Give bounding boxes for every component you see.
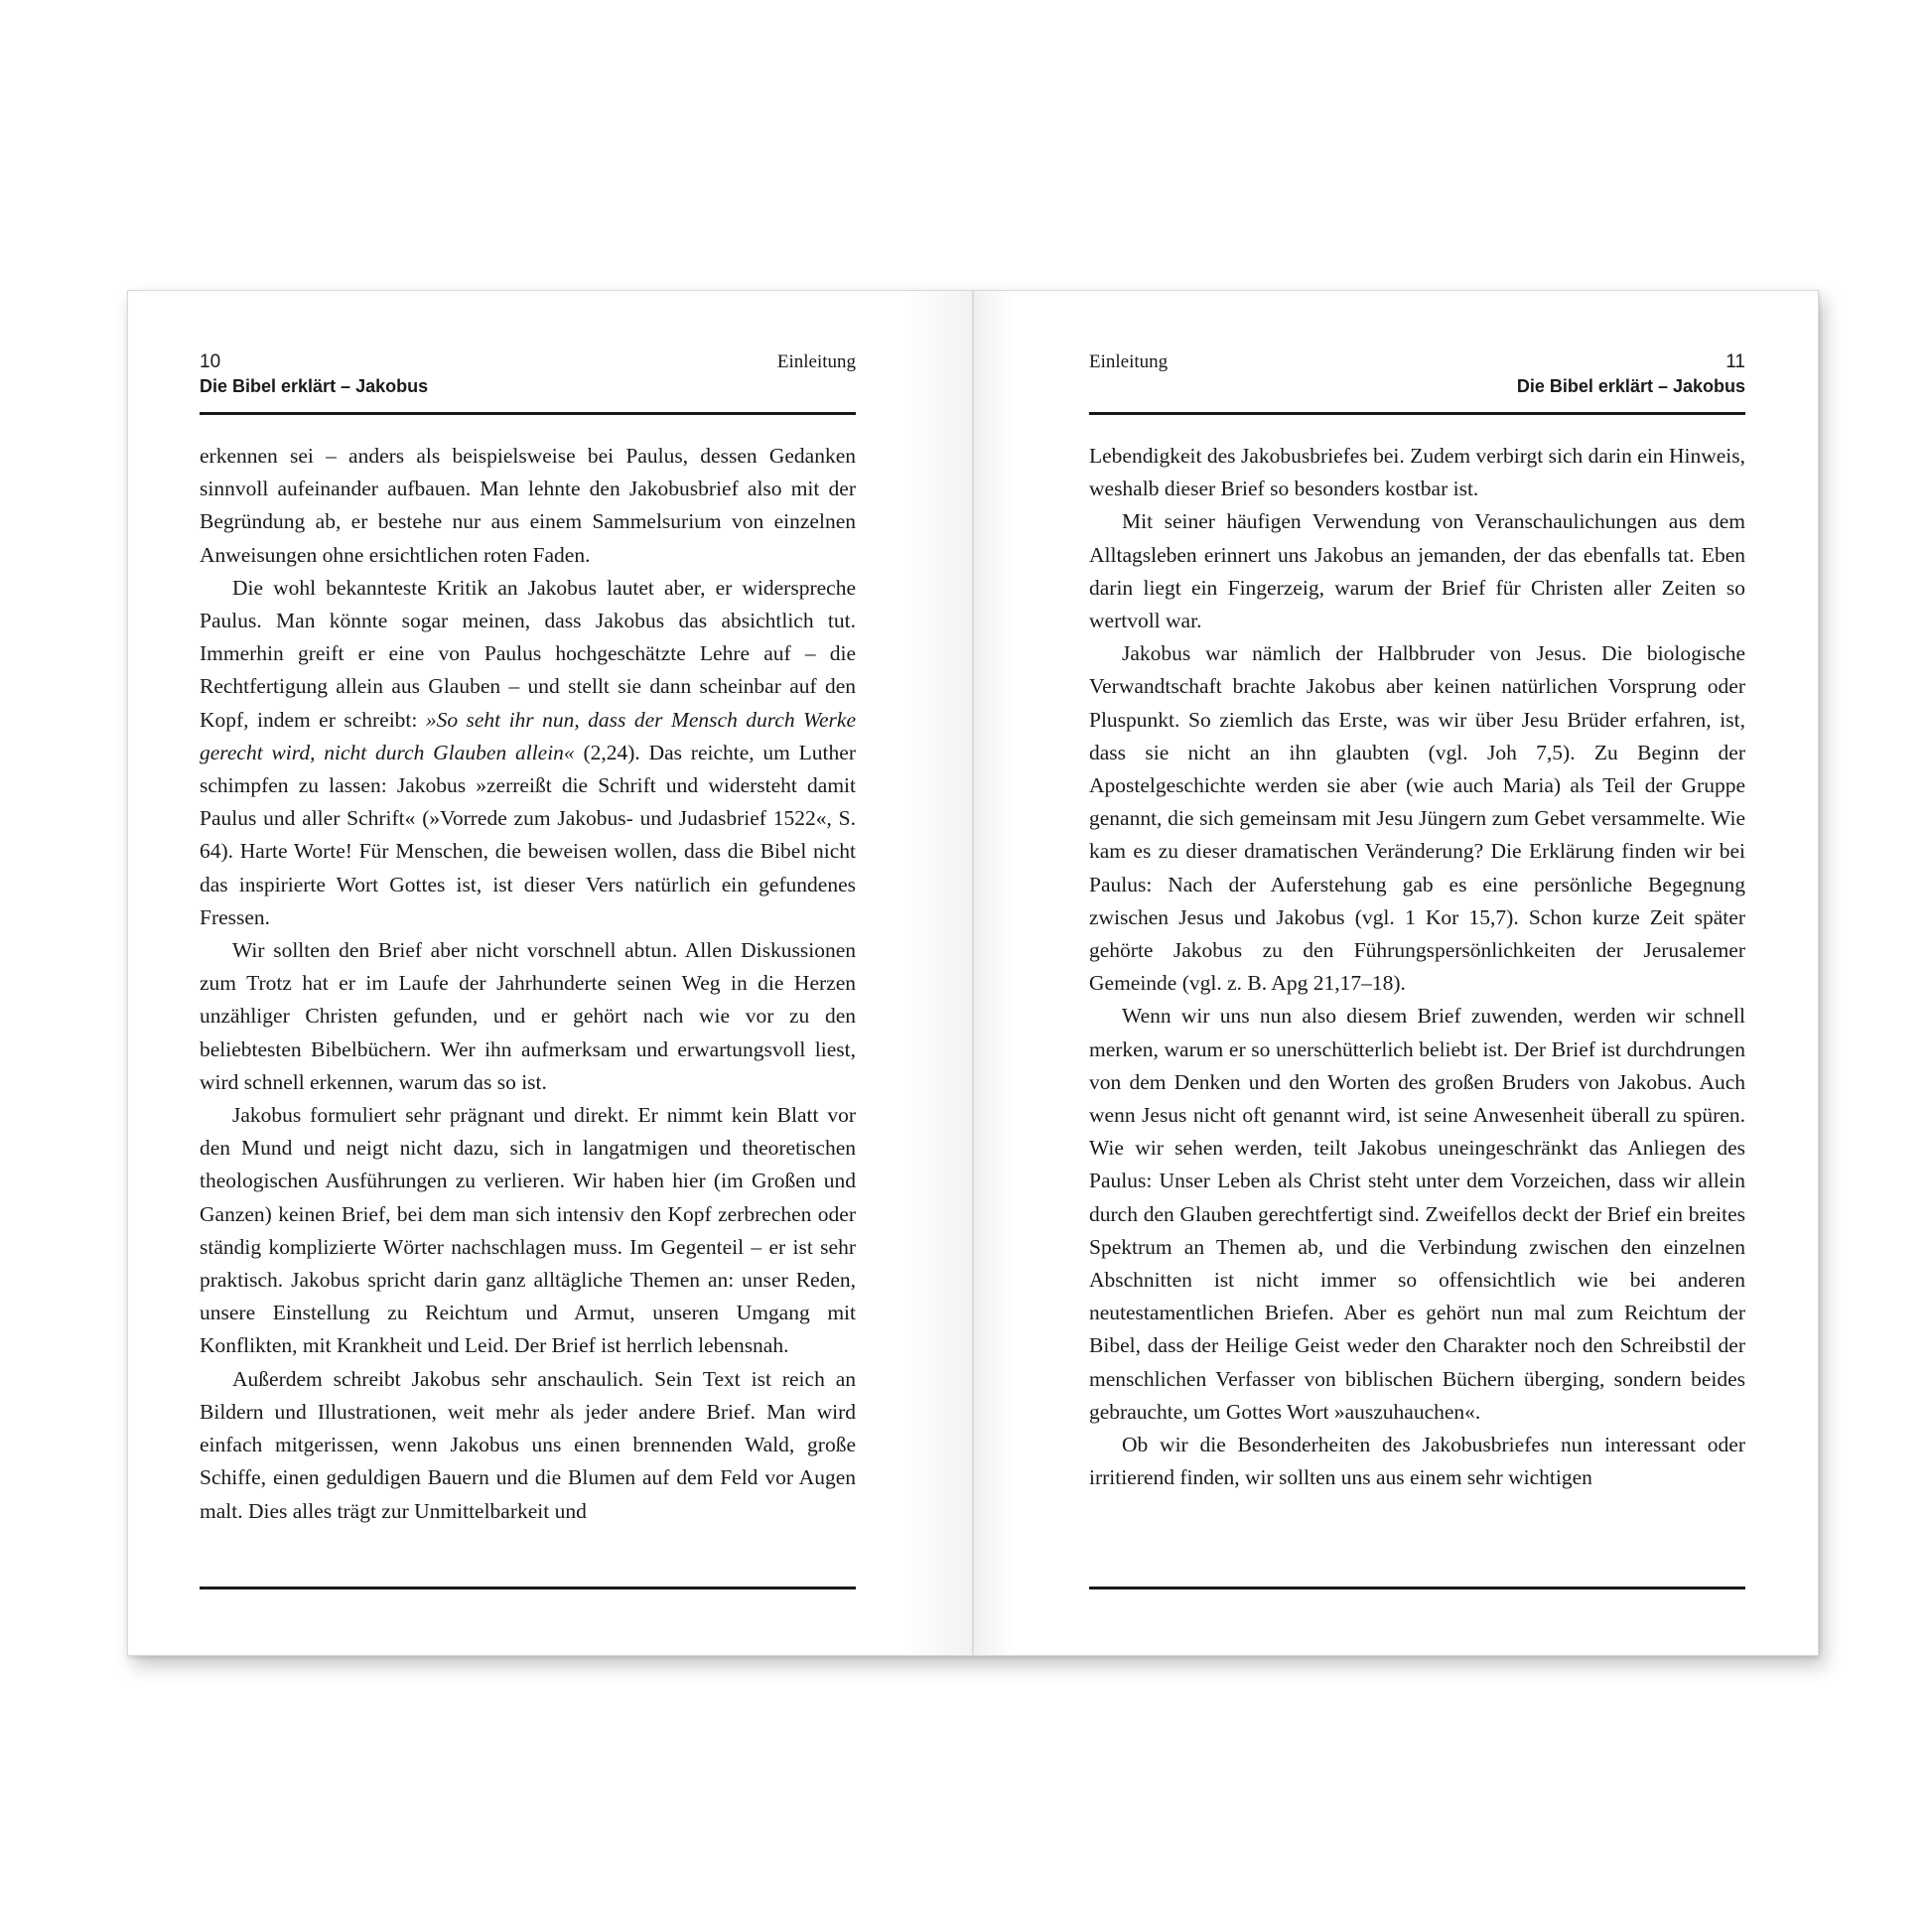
footer-rule	[1089, 1587, 1745, 1589]
page-number: 11	[1725, 351, 1745, 372]
paragraph: Außerdem schreibt Jakobus sehr anschaulich. Sein Text ist reich an Bildern und Illustrationen, weit mehr als jeder andere Brief. Man wird einfach mitgerissen, wenn Jakobus uns einen brennenden Wald, große Schiffe, einen geduldigen Bauern und die Blumen auf dem Feld vor Augen malt. Dies alles trägt zur Unmittelbarkeit und	[200, 1366, 856, 1523]
paragraph: Wir sollten den Brief aber nicht vorschnell abtun. Allen Diskussionen zum Trotz hat er im Laufe der Jahrhunderte seinen Weg in die Herzen unzähliger Christen gefunden, und er gehört nach wie vor zu den beliebtesten Bibelbüchern. Wer ihn aufmerksam und erwartungsvoll liest, wird schnell erkennen, warum das so ist.	[200, 938, 856, 1094]
paragraph: Jakobus formuliert sehr prägnant und direkt. Er nimmt kein Blatt vor den Mund und neigt nicht dazu, sich in langatmigen und theoretischen theologischen Ausführungen zu verlieren. Wir haben hier (im Großen und Ganzen) keinen Brief, bei dem man sich intensiv den Kopf zerbrechen oder ständig komplizierte Wörter nachschlagen muss. Im Gegenteil – er ist sehr praktisch. Jakobus spricht darin ganz alltägliche Themen an: unser Reden, unsere Einstellung zu Reichtum und Armut, unseren Umgang mit Konflikten, mit Krankheit und Leid. Der Brief ist herrlich lebensnah.	[200, 1103, 856, 1358]
left-page	[200, 291, 856, 1655]
header-rule	[1089, 412, 1745, 415]
paragraph: Wenn wir uns nun also diesem Brief zuwenden, werden wir schnell merken, warum er so unerschütterlich beliebt ist. Der Brief ist durchdrungen von dem Denken und den Worten des großen Bruders von Jakobus. Auch wenn Jesus nicht oft genannt wird, ist seine Anwesenheit überall zu spüren. Wie wir sehen werden, teilt Jakobus uneingeschränkt das Anliegen des Paulus: Unser Leben als Christ steht unter dem Vorzeichen, dass wir allein durch den Glauben gerechtfertigt sind. Zweifellos deckt der Brief ein breites Spektrum an Themen ab, und die Verbindung zwischen den einzelnen Abschnitten ist nicht immer so offensichtlich wie bei anderen neutestamentlichen Briefen. Aber es gehört nun mal zum Reichtum der Bibel, dass der Heilige Geist weder den Charakter noch den Schreibstil der menschlichen Verfasser von biblischen Büchern überging, sondern beides gebrauchte, um Gottes Wort »auszuhauchen«.	[1089, 1004, 1745, 1424]
right-page	[1089, 291, 1745, 1655]
running-book-title: Die Bibel erklärt – Jakobus	[1516, 376, 1745, 396]
paragraph: Jakobus war nämlich der Halbbruder von Jesus. Die biologische Verwandtschaft brachte Jakobus aber keinen natürlichen Vorsprung oder Pluspunkt. So ziemlich das Erste, was wir über Jesu Brüder erfahren, ist, dass sie nicht an ihn glaubten (vgl. Joh 7,5). Zu Beginn der Apostelgeschichte werden sie aber (wie auch Maria) als Teil der Gruppe genannt, die sich gemeinsam mit Jesu Jüngern zum Gebet versammelte. Wie kam es zu dieser dramatischen Veränderung? Die Erklärung finden wir bei Paulus: Nach der Auferstehung gab es eine persönliche Begegnung zwischen Jesus und Jakobus (vgl. 1 Kor 15,7). Schon kurze Zeit später gehörte Jakobus zu den Führungspersönlichkeiten der Jerusalemer Gemeinde (vgl. z. B. Apg 21,17–18).	[1089, 641, 1745, 996]
paragraph	[200, 572, 856, 934]
right-page-header	[1089, 350, 1745, 400]
header-rule	[200, 412, 856, 415]
paragraph: erkennen sei – anders als beispielsweise bei Paulus, dessen Gedanken sinnvoll aufeinander aufbauen. Man lehnte den Jakobusbrief also mit der Begründung ab, er bestehe nur aus einem Sammelsurium von einzelnen Anweisungen ohne ersichtlichen roten Faden.	[200, 444, 856, 567]
paragraph-text: Die wohl bekannteste Kritik an Jakobus lautet aber, er widerspreche Paulus. Man könnte sogar meinen, dass Jakobus das absichtlich tut. Immerhin greift er eine von Paulus hochgeschätzte Lehre auf – die Rechtfertigung allein aus Glauben – und stellt sie dann scheinbar auf den Kopf, indem er schreibt:	[200, 575, 856, 732]
paragraph-text: (2,24). Das reichte, um Luther schimpfen zu lassen: Jakobus »zerreißt die Schrift und widersteht damit Paulus und aller Schrift« (»Vorrede zum Jakobus- und Judasbrief 1522«, S. 64). Harte Worte! Für Menschen, die beweisen wollen, dass die Bibel nicht das inspirierte Wort Gottes ist, ist dieser Vers natürlich ein gefundenes Fressen.	[200, 740, 856, 929]
footer-rule	[200, 1587, 856, 1589]
gutter-shadow-left	[902, 291, 972, 1655]
paragraph: Ob wir die Besonderheiten des Jakobusbriefes nun interessant oder irritierend finden, wir sollten uns aus einem sehr wichtigen	[1089, 1433, 1745, 1490]
paragraph: Mit seiner häufigen Verwendung von Veranschaulichungen aus dem Alltagsleben erinnert uns Jakobus an jemanden, der das ebenfalls tat. Eben darin liegt ein Fingerzeig, warum der Brief für Christen aller Zeiten so wertvoll war.	[1089, 509, 1745, 633]
running-book-title: Die Bibel erklärt – Jakobus	[200, 376, 429, 396]
book-spread	[127, 290, 1819, 1656]
bible-quote: »So seht ihr nun, dass der Mensch durch Werke gerecht wird, nicht durch Glauben allein«	[200, 707, 856, 764]
gutter-shadow-right	[974, 291, 1014, 1655]
left-page-body	[200, 440, 856, 1528]
running-section-title: Einleitung	[1089, 351, 1169, 372]
paragraph: Lebendigkeit des Jakobusbriefes bei. Zudem verbirgt sich darin ein Hinweis, weshalb dieser Brief so besonders kostbar ist.	[1089, 444, 1745, 501]
running-section-title: Einleitung	[776, 351, 856, 372]
page-number: 10	[200, 351, 221, 372]
right-page-body	[1089, 440, 1745, 1495]
left-page-header	[200, 350, 856, 400]
